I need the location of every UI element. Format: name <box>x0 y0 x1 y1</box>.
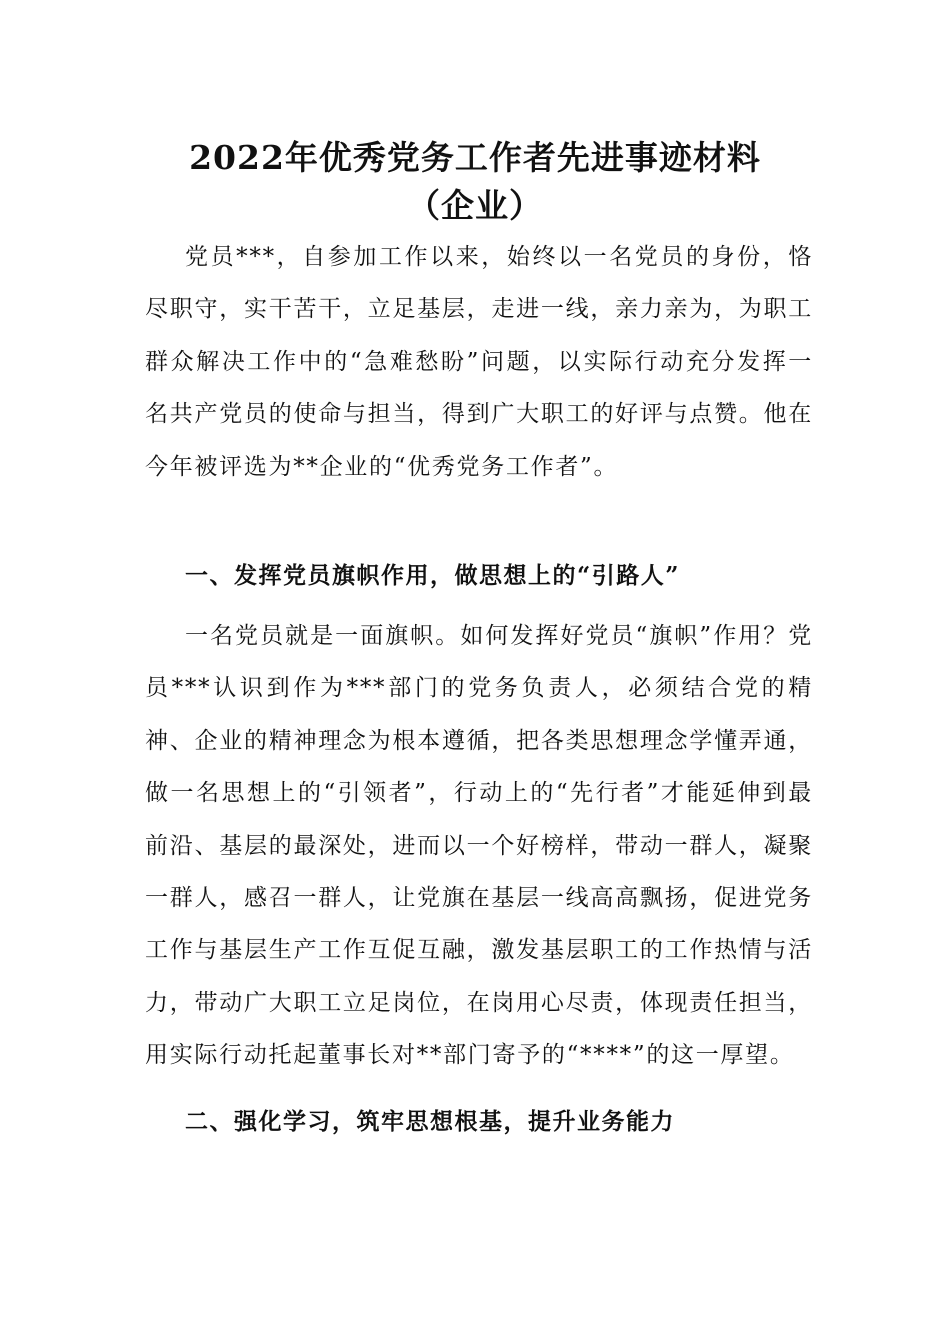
document-subtitle: （企业） <box>407 186 543 225</box>
section-heading-2: 二、强化学习，筑牢思想根基，提升业务能力 <box>185 1108 675 1135</box>
document-title: 2022年优秀党务工作者先进事迹材料 <box>189 138 761 177</box>
section-paragraph-1: 一名党员就是一面旗帜。如何发挥好党员“旗帜”作用？党员***认识到作为***部门的党务负责人，必须结合党的精神、企业的精神理念为根本遵循，把各类思想理念学懂弄通，做一名思想上的“引领者”，行动上的“先行者”才能延伸到最前沿、基层的最深处，进而以一个好榜样，带动一群人，凝聚一群人，感召一群人，让党旗在基层一线高高飘扬，促进党务工作与基层生产工作互促互融，激发基层职工的工作热情与活力，带动广大职工立足岗位，在岗用心尽责，体现责任担当，用实际行动托起董事长对**部门寄予的“****”的这一厚望。 <box>145 623 813 1069</box>
section-heading-1: 一、发挥党员旗帜作用，做思想上的“引路人” <box>185 562 680 589</box>
intro-paragraph: 党员***，自参加工作以来，始终以一名党员的身份，恪尽职守，实干苦干，立足基层，走进一线，亲力亲为，为职工群众解决工作中的“急难愁盼”问题，以实际行动充分发挥一名共产党员的使命与担当，得到广大职工的好评与点赞。他在今年被评选为**企业的“优秀党务工作者”。 <box>145 244 813 480</box>
